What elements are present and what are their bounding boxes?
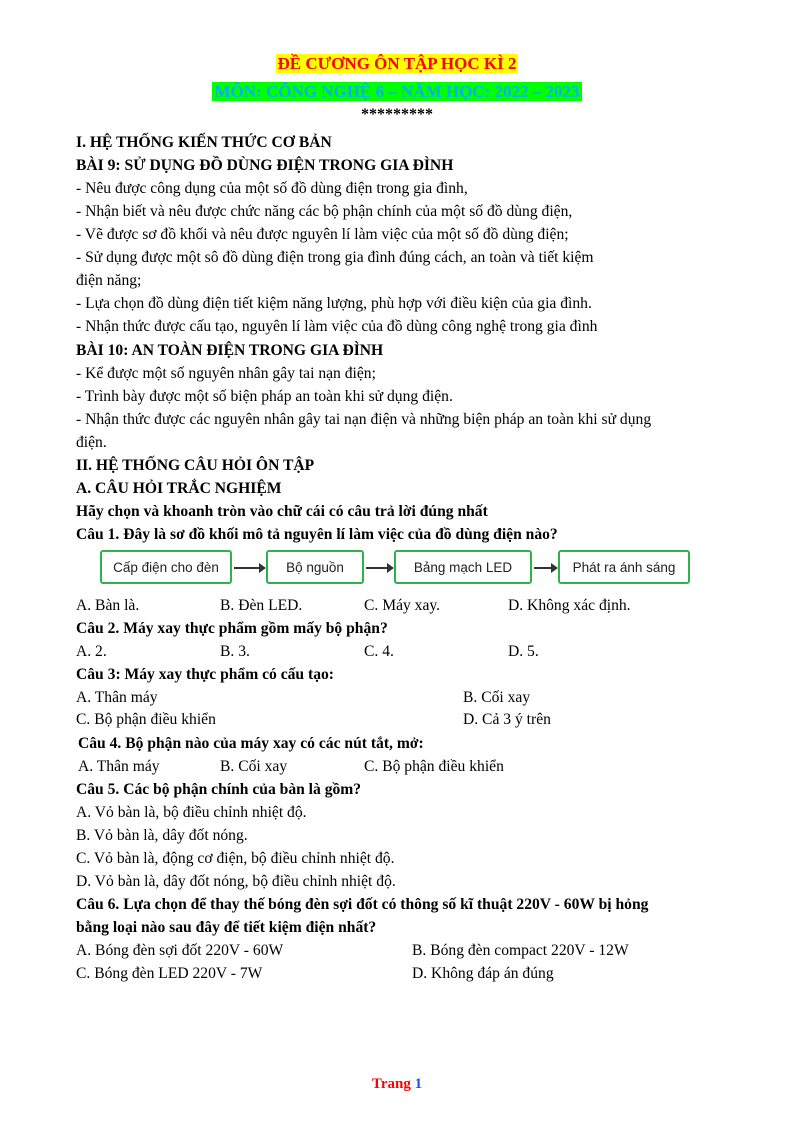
q2-option: D. 5. xyxy=(508,643,539,660)
flow-box: Cấp điện cho đèn xyxy=(100,550,232,584)
q1-option: B. Đèn LED. xyxy=(220,597,303,614)
lesson9-line: - Sử dụng được một sô đồ dùng điện trong gia đình đúng cách, an toàn và tiết kiệm xyxy=(76,249,594,266)
question-2: Câu 2. Máy xay thực phẩm gồm mấy bộ phận? xyxy=(76,620,388,637)
question-4: Câu 4. Bộ phận nào của máy xay có các nút tắt, mở: xyxy=(78,735,424,752)
q3-option: D. Cả 3 ý trên xyxy=(463,711,551,728)
q2-option: A. 2. xyxy=(76,643,107,660)
lesson9-line: - Nêu được công dụng của một số đồ dùng điện trong gia đình, xyxy=(76,180,468,197)
question-5: Câu 5. Các bộ phận chính của bàn là gồm? xyxy=(76,781,362,798)
document-subtitle: MÔN: CÔNG NGHỆ 6 – NĂM HỌC: 2022 – 2023 xyxy=(214,82,580,101)
q1-option: D. Không xác định. xyxy=(508,597,631,614)
q5-option: C. Vỏ bàn là, động cơ điện, bộ điều chỉnh nhiệt độ. xyxy=(76,850,395,867)
arrow-right-icon xyxy=(534,567,556,569)
page-number: Trang 1 xyxy=(371,1076,423,1092)
q6-option: B. Bóng đèn compact 220V - 12W xyxy=(412,942,629,959)
q1-option: A. Bàn là. xyxy=(76,597,140,614)
lesson10-line: - Kể được một số nguyên nhân gây tai nạn điện; xyxy=(76,365,376,382)
section1-heading: I. HỆ THỐNG KIẾN THỨC CƠ BẢN xyxy=(76,134,332,151)
section2-heading: II. HỆ THỐNG CÂU HỎI ÔN TẬP xyxy=(76,457,315,474)
lesson9-line: điện năng; xyxy=(76,272,142,289)
flow-box: Bảng mạch LED xyxy=(394,550,532,584)
instruction: Hãy chọn và khoanh tròn vào chữ cái có câu trả lời đúng nhất xyxy=(76,503,488,520)
lesson9-title: BÀI 9: SỬ DỤNG ĐỒ DÙNG ĐIỆN TRONG GIA ĐÌNH xyxy=(76,157,454,174)
arrow-right-icon xyxy=(234,567,264,569)
flow-box: Phát ra ánh sáng xyxy=(558,550,690,584)
q2-option: C. 4. xyxy=(364,643,394,660)
lesson9-line: - Nhận biết và nêu được chức năng các bộ phận chính của một số đồ dùng điện, xyxy=(76,203,573,220)
q1-option: C. Máy xay. xyxy=(364,597,441,614)
lesson9-line: - Lựa chọn đồ dùng điện tiết kiệm năng lượng, phù hợp với điều kiện của gia đình. xyxy=(76,295,592,312)
q4-option: C. Bộ phận điều khiển xyxy=(364,758,504,775)
part-a-heading: A. CÂU HỎI TRẮC NGHIỆM xyxy=(76,480,282,497)
separator-stars: ********* xyxy=(361,106,433,123)
lesson10-line: điện. xyxy=(76,434,107,451)
document-title: ĐỀ CƯƠNG ÔN TẬP HỌC KÌ 2 xyxy=(277,54,517,73)
question-6: Câu 6. Lựa chọn để thay thế bóng đèn sợi đốt có thông số kĩ thuật 220V - 60W bị hỏng xyxy=(76,896,649,913)
q3-option: A. Thân máy xyxy=(76,689,158,706)
question-6-cont: bằng loại nào sau đây để tiết kiệm điện nhất? xyxy=(76,919,377,936)
q5-option: B. Vỏ bàn là, dây đốt nóng. xyxy=(76,827,248,844)
q4-option: B. Cối xay xyxy=(220,758,288,775)
q6-option: C. Bóng đèn LED 220V - 7W xyxy=(76,965,263,982)
q3-option: B. Cối xay xyxy=(463,689,531,706)
q6-option: D. Không đáp án đúng xyxy=(412,965,554,982)
flow-box: Bộ nguồn xyxy=(266,550,364,584)
question-3: Câu 3: Máy xay thực phẩm có cấu tạo: xyxy=(76,666,334,683)
arrow-right-icon xyxy=(366,567,392,569)
lesson10-title: BÀI 10: AN TOÀN ĐIỆN TRONG GIA ĐÌNH xyxy=(76,342,384,359)
q4-option: A. Thân máy xyxy=(78,758,160,775)
lesson10-line: - Nhận thức được các nguyên nhân gây tai nạn điện và những biện pháp an toàn khi sử dụng xyxy=(76,411,652,428)
block-diagram xyxy=(100,550,700,588)
q2-option: B. 3. xyxy=(220,643,250,660)
lesson10-line: - Trình bày được một số biện pháp an toàn khi sử dụng điện. xyxy=(76,388,453,405)
q5-option: A. Vỏ bàn là, bộ điều chỉnh nhiệt độ. xyxy=(76,804,307,821)
lesson9-line: - Vẽ được sơ đồ khối và nêu được nguyên lí làm việc của một số đồ dùng điện; xyxy=(76,226,569,243)
q5-option: D. Vỏ bàn là, dây đốt nóng, bộ điều chỉnh nhiệt độ. xyxy=(76,873,396,890)
question-1: Câu 1. Đây là sơ đồ khối mô tả nguyên lí làm việc của đồ dùng điện nào? xyxy=(76,526,558,543)
lesson9-line: - Nhận thức được cấu tạo, nguyên lí làm việc của đồ dùng công nghệ trong gia đình xyxy=(76,318,598,335)
q6-option: A. Bóng đèn sợi đốt 220V - 60W xyxy=(76,942,284,959)
q3-option: C. Bộ phận điều khiển xyxy=(76,711,216,728)
